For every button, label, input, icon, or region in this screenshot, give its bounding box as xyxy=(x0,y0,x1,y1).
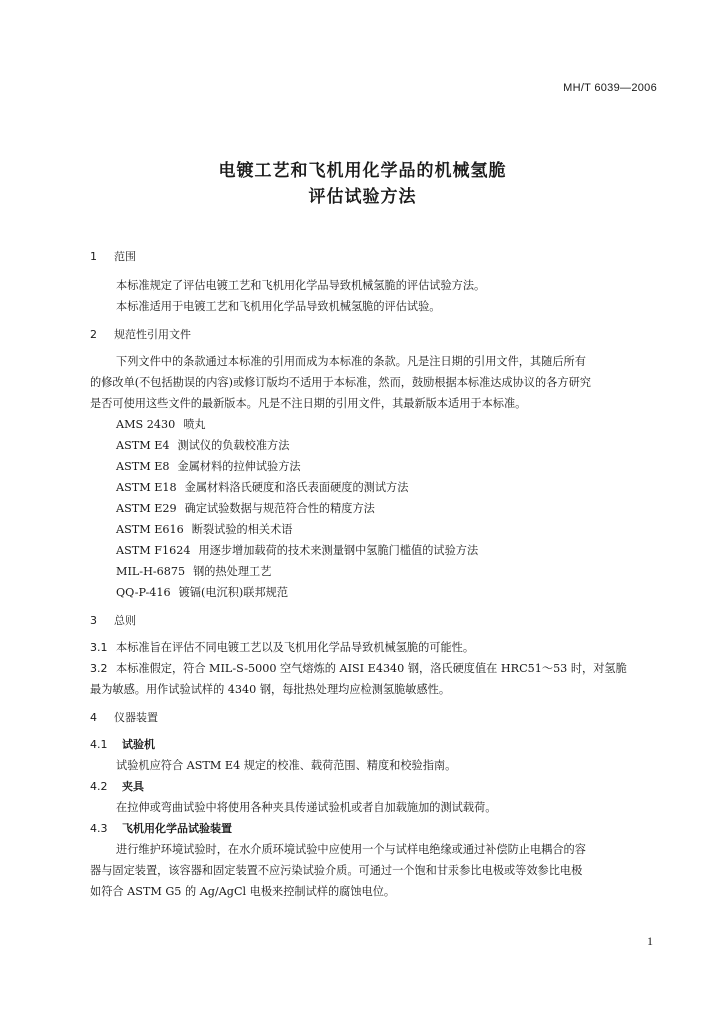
clause-title: 试验机 xyxy=(122,738,155,751)
reference-code: MIL-H-6875 xyxy=(116,565,186,578)
reference-item xyxy=(116,540,478,561)
reference-item xyxy=(116,561,271,582)
reference-title: 断裂试验的相关术语 xyxy=(191,523,293,536)
reference-item xyxy=(116,456,301,477)
reference-code: ASTM E29 xyxy=(116,502,177,515)
reference-title: 镀镉(电沉积)联邦规范 xyxy=(178,586,289,599)
reference-item xyxy=(116,498,375,519)
clause-4-3-heading xyxy=(90,818,232,839)
reference-item xyxy=(116,435,289,456)
page-number: 1 xyxy=(647,934,653,948)
clause-text: 本标准假定，符合 MIL-S-5000 空气熔炼的 AISI E4340 钢，洛氏硬度值在 HRC51～53 时，对氢脆 xyxy=(116,662,627,675)
section-2-heading xyxy=(90,324,191,345)
clause-4-3-line3: 如符合 ASTM G5 的 Ag/AgCl 电极来控制试样的腐蚀电位。 xyxy=(90,885,396,898)
section-1-heading xyxy=(90,246,136,267)
clause-title: 夹具 xyxy=(122,780,144,793)
clause-number: 4.2 xyxy=(90,780,108,793)
section-number: 3 xyxy=(90,614,97,627)
clause-4-2-text: 在拉伸或弯曲试验中将使用各种夹具传递试验机或者自加载施加的测试载荷。 xyxy=(116,801,497,814)
section-4-heading xyxy=(90,707,158,728)
reference-title: 测试仪的负载校准方法 xyxy=(177,439,290,452)
reference-title: 钢的热处理工艺 xyxy=(193,565,272,578)
document-title-line1: 电镀工艺和飞机用化学品的机械氢脆 xyxy=(218,161,507,181)
clause-3-1 xyxy=(90,637,474,658)
clause-3-2-line1 xyxy=(90,658,627,679)
section-2-intro-line1: 下列文件中的条款通过本标准的引用而成为本标准的条款。凡是注日期的引用文件，其随后所有 xyxy=(116,355,586,368)
clause-title: 飞机用化学品试验装置 xyxy=(122,822,232,835)
document-title-line2: 评估试验方法 xyxy=(308,187,417,207)
reference-code: ASTM E616 xyxy=(116,523,184,536)
clause-4-1-heading xyxy=(90,734,155,755)
reference-code: ASTM E8 xyxy=(116,460,170,473)
section-number: 4 xyxy=(90,711,97,724)
reference-item xyxy=(116,582,288,603)
reference-item xyxy=(116,414,206,435)
clause-4-3-line2: 器与固定装置，该容器和固定装置不应污染试验介质。可通过一个饱和甘汞参比电极或等效参比电极 xyxy=(90,864,583,877)
section-2-intro-line2: 的修改单(不包括勘误的内容)或修订版均不适用于本标准，然而，鼓励根据本标准达成协议的各方研究 xyxy=(90,376,591,389)
clause-number: 3.1 xyxy=(90,641,108,654)
section-title: 范围 xyxy=(114,250,136,263)
section-number: 2 xyxy=(90,328,97,341)
clause-4-2-heading xyxy=(90,776,144,797)
reference-title: 用逐步增加载荷的技术来测量钢中氢脆门槛值的试验方法 xyxy=(198,544,479,557)
reference-code: ASTM E4 xyxy=(116,439,170,452)
standard-code: MH/T 6039—2006 xyxy=(563,82,657,94)
section-1-paragraph-2: 本标准适用于电镀工艺和飞机用化学品导致机械氢脆的评估试验。 xyxy=(116,300,441,313)
reference-code: QQ-P-416 xyxy=(116,586,171,599)
reference-code: ASTM F1624 xyxy=(116,544,191,557)
reference-title: 金属材料洛氏硬度和洛氏表面硬度的测试方法 xyxy=(184,481,409,494)
clause-4-3-line1: 进行维护环境试验时，在水介质环境试验中应使用一个与试样电绝缘或通过补偿防止电耦合的容 xyxy=(116,843,586,856)
reference-title: 金属材料的拉伸试验方法 xyxy=(177,460,301,473)
section-2-intro-line3: 是否可使用这些文件的最新版本。凡是不注日期的引用文件，其最新版本适用于本标准。 xyxy=(90,397,527,410)
clause-number: 3.2 xyxy=(90,662,108,675)
reference-item xyxy=(116,477,408,498)
clause-number: 4.3 xyxy=(90,822,108,835)
reference-title: 确定试验数据与规范符合性的精度方法 xyxy=(184,502,375,515)
clause-4-1-text: 试验机应符合 ASTM E4 规定的校准、载荷范围、精度和校验指南。 xyxy=(116,759,457,772)
clause-3-2-line2: 最为敏感。用作试验试样的 4340 钢，每批热处理均应检测氢脆敏感性。 xyxy=(90,683,451,696)
section-3-heading xyxy=(90,610,136,631)
section-title: 仪器装置 xyxy=(114,711,158,724)
section-1-paragraph-1: 本标准规定了评估电镀工艺和飞机用化学品导致机械氢脆的评估试验方法。 xyxy=(116,279,486,292)
reference-code: ASTM E18 xyxy=(116,481,177,494)
clause-number: 4.1 xyxy=(90,738,108,751)
reference-code: AMS 2430 xyxy=(116,418,176,431)
reference-title: 喷丸 xyxy=(183,418,206,431)
section-title: 规范性引用文件 xyxy=(114,328,191,341)
clause-text: 本标准旨在评估不同电镀工艺以及飞机用化学品导致机械氢脆的可能性。 xyxy=(116,641,475,654)
section-number: 1 xyxy=(90,250,97,263)
section-title: 总则 xyxy=(114,614,136,627)
reference-item xyxy=(116,519,292,540)
